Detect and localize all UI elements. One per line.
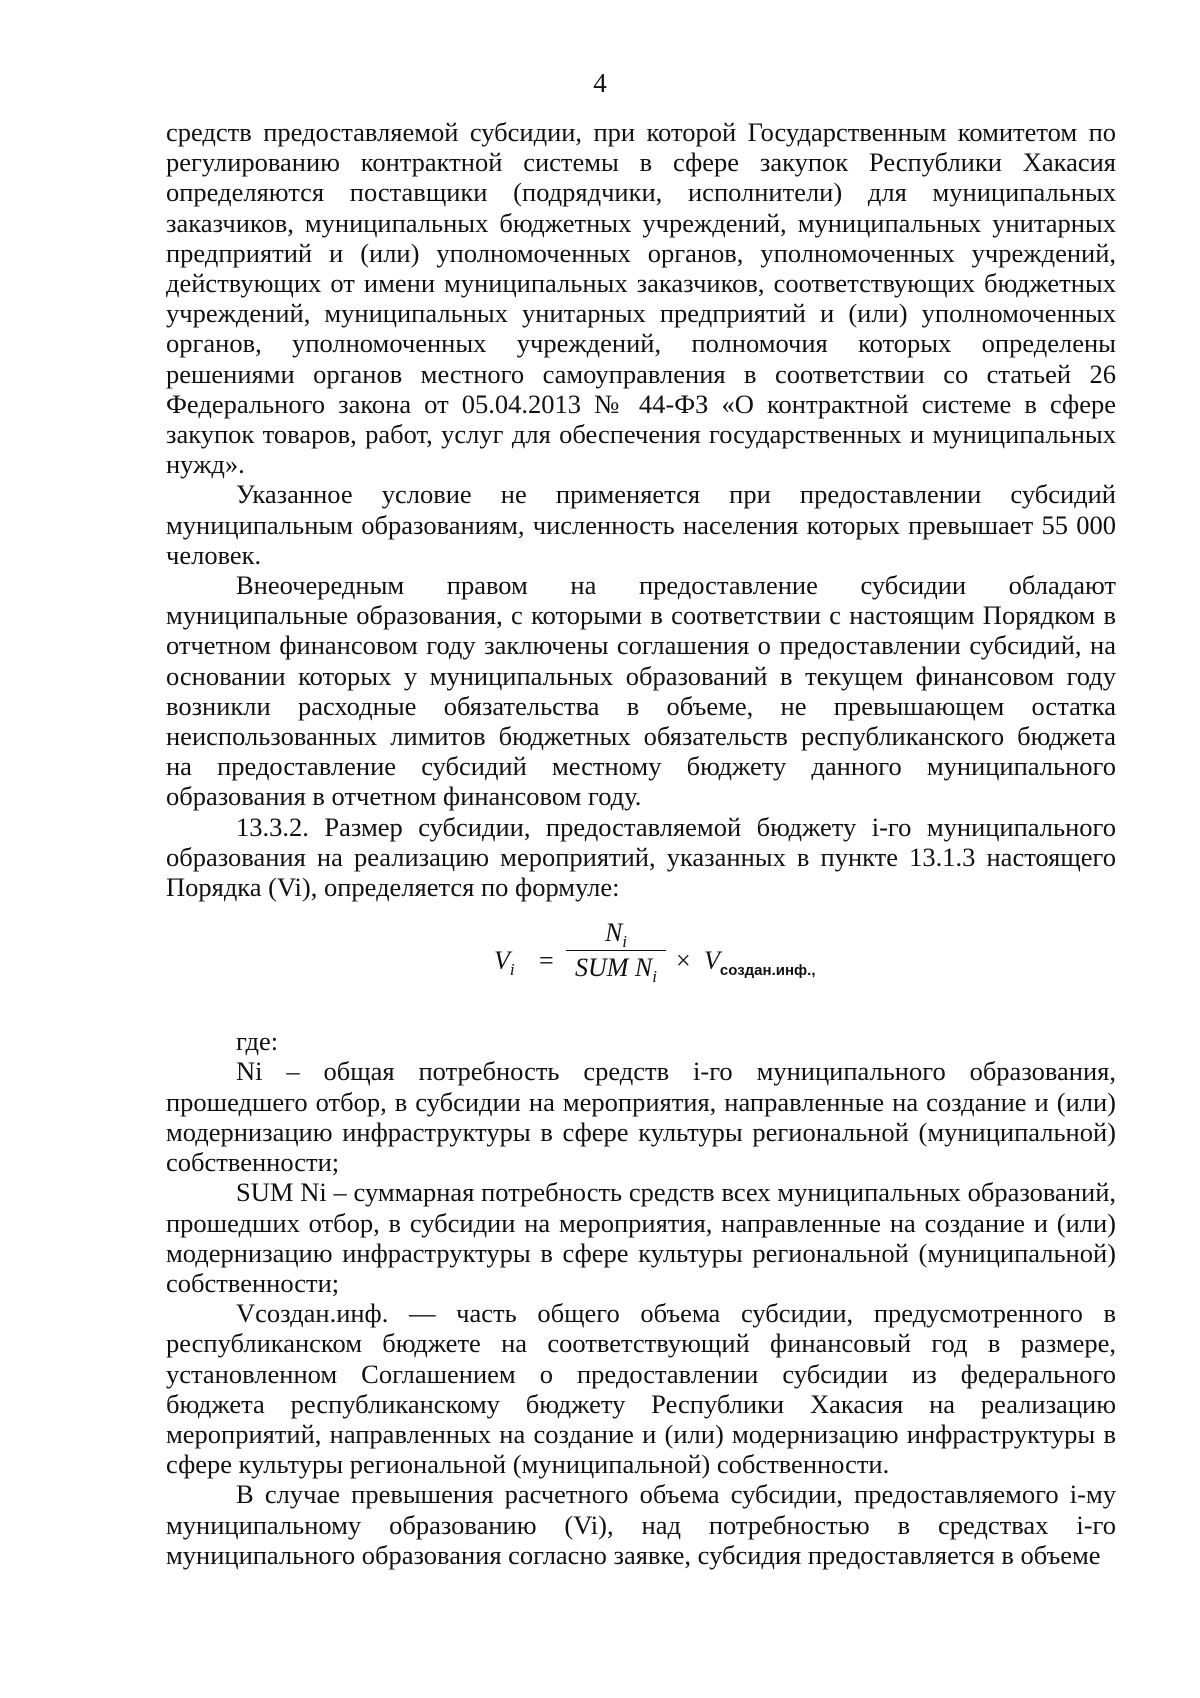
formula-fraction xyxy=(566,918,666,987)
definition-ni: Ni – общая потребность средств i-го муниципального образования, прошедшего отбор, в субсидии на мероприятия, направленные на создание и (или) модернизацию инфраструктуры в сфере культуры региональной (муниципальной) собственности; xyxy=(166,1056,1116,1178)
paragraph-13-3-2: 13.3.2. Размер субсидии, предоставляемой бюджету i-го муниципального образования на реализацию мероприятий, указанных в пункте 13.1.3 настоящего Порядка (Vi), определяется по формуле: xyxy=(166,811,1116,903)
subsidy-formula xyxy=(166,916,1116,1008)
formula-rhs: $V_{создан.инф.,}$ xyxy=(704,946,816,980)
where-label: где: xyxy=(236,1026,279,1057)
definition-vsozdan: Vсоздан.инф. — часть общего объема субсидии, предусмотренного в республиканском бюджете на соответствующий финансовый год в размере, установленном Соглашением о предоставлении субсидии из федерального бюджета республиканскому бюджету Республики Хакасия на реализацию мероприятий, направленных на создание и (или) модернизацию инфраструктуры в сфере культуры региональной (муниципальной) собственности. xyxy=(166,1298,1116,1480)
formula-lhs: $V_i$ xyxy=(494,946,515,980)
formula-times: × xyxy=(676,946,691,976)
formula-equals: = xyxy=(539,946,554,976)
paragraph-continuation: средств предоставляемой субсидии, при которой Государственным комитетом по регулированию контрактной системы в сфере закупок Республики Хакасия определяются поставщики (подрядчики, исполнители) для муниципальных заказчиков, муниципальных бюджетных учреждений, муниципальных унитарных предприятий и (или) уполномоченных органов, уполномоченных учреждений, действующих от имени муниципальных заказчиков, соответствующих бюджетных учреждений, муниципальных унитарных предприятий и (или) уполномоченных органов, уполномоченных учреждений, полномочия которых определены решениями органов местного самоуправления в соответствии со статьей 26 Федерального закона от 05.04.2013 № 44-ФЗ «О контрактной системе в сфере закупок товаров, работ, услуг для обеспечения государственных и муниципальных нужд». xyxy=(166,117,1116,480)
paragraph-condition-exception: Указанное условие не применяется при предоставлении субсидий муниципальным образованиям, численность населения которых превышает 55 000 человек. xyxy=(166,479,1116,570)
formula-numerator: $N_i$ xyxy=(604,918,628,952)
paragraph-excess-case: В случае превышения расчетного объема субсидии, предоставляемого i-му муниципальному образованию (Vi), над потребностью в средствах i-го муниципального образования согласно заявке, субсидия предоставляется в объеме xyxy=(166,1479,1116,1570)
definition-sum-ni: SUM Ni – суммарная потребность средств всех муниципальных образований, прошедших отбор, в субсидии на мероприятия, направленные на создание и (или) модернизацию инфраструктуры в сфере культуры региональной (муниципальной) собственности; xyxy=(166,1177,1116,1298)
document-body xyxy=(166,117,1116,1570)
fraction-bar xyxy=(566,950,666,951)
paragraph-priority-right: Внеочередным правом на предоставление субсидии обладают муниципальные образования, с которыми в соответствии с настоящим Порядком в отчетном финансовом году заключены соглашения о предоставлении субсидий, на основании которых у муниципальных образований в текущем финансовом году возникли расходные обязательства в объеме, не превышающем остатка неиспользованных лимитов бюджетных обязательств республиканского бюджета на предоставление субсидий местному бюджету данного муниципального образования в отчетном финансовом году. xyxy=(166,570,1116,812)
page-number: 4 xyxy=(593,68,607,98)
formula-denominator: SUM $N_i$ xyxy=(574,953,657,987)
